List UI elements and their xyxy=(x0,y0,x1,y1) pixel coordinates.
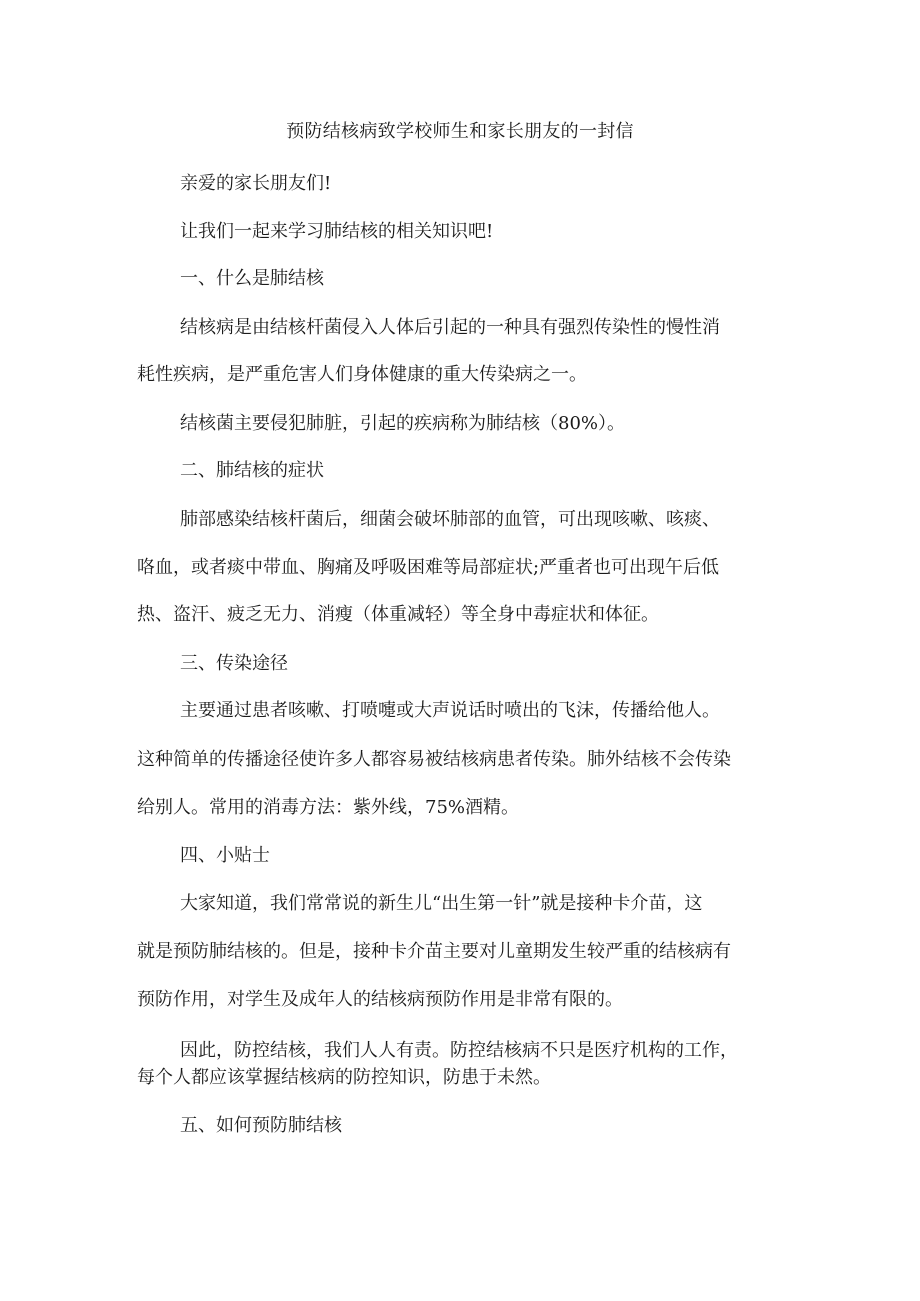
paragraph-line: 结核菌主要侵犯肺脏，引起的疾病称为肺结核（80%）。 xyxy=(180,413,626,434)
paragraph-line: 预防作用，对学生及成年人的结核病预防作用是非常有限的。 xyxy=(137,989,623,1010)
paragraph-line: 每个人都应该掌握结核病的防控知识，防患于未然。 xyxy=(137,1067,551,1088)
paragraph-line: 给别人。常用的消毒方法：紫外线，75%酒精。 xyxy=(137,797,520,818)
intro-line: 让我们一起来学习肺结核的相关知识吧! xyxy=(180,221,494,242)
paragraph-line: 肺部感染结核杆菌后，细菌会破坏肺部的血管，可出现咳嗽、咳痰、 xyxy=(180,509,720,530)
section-heading-1: 一、什么是肺结核 xyxy=(180,268,324,289)
section-heading-3: 三、传染途径 xyxy=(180,653,288,674)
paragraph-line: 主要通过患者咳嗽、打喷嚏或大声说话时喷出的飞沫，传播给他人。 xyxy=(180,700,720,721)
paragraph-line: 耗性疾病，是严重危害人们身体健康的重大传染病之一。 xyxy=(137,364,587,385)
paragraph-line: 大家知道，我们常常说的新生儿“出生第一针”就是接种卡介苗，这 xyxy=(180,893,703,914)
section-heading-4: 四、小贴士 xyxy=(180,845,270,866)
paragraph-line: 因此，防控结核，我们人人有责。防控结核病不只是医疗机构的工作， xyxy=(180,1040,738,1061)
paragraph-line: 热、盗汗、疲乏无力、消瘦（体重减轻）等全身中毒症状和体征。 xyxy=(137,604,659,625)
paragraph-line: 咯血，或者痰中带血、胸痛及呼吸困难等局部症状;严重者也可出现午后低 xyxy=(137,557,720,578)
document-title: 预防结核病致学校师生和家长朋友的一封信 xyxy=(286,121,634,142)
section-heading-5: 五、如何预防肺结核 xyxy=(180,1115,342,1136)
paragraph-line: 这种简单的传播途径使许多人都容易被结核病患者传染。肺外结核不会传染 xyxy=(137,749,731,770)
section-heading-2: 二、肺结核的症状 xyxy=(180,460,324,481)
paragraph-line: 就是预防肺结核的。但是，接种卡介苗主要对儿童期发生较严重的结核病有 xyxy=(137,941,731,962)
paragraph-line: 结核病是由结核杆菌侵入人体后引起的一种具有强烈传染性的慢性消 xyxy=(180,317,720,338)
greeting: 亲爱的家长朋友们! xyxy=(180,173,332,194)
